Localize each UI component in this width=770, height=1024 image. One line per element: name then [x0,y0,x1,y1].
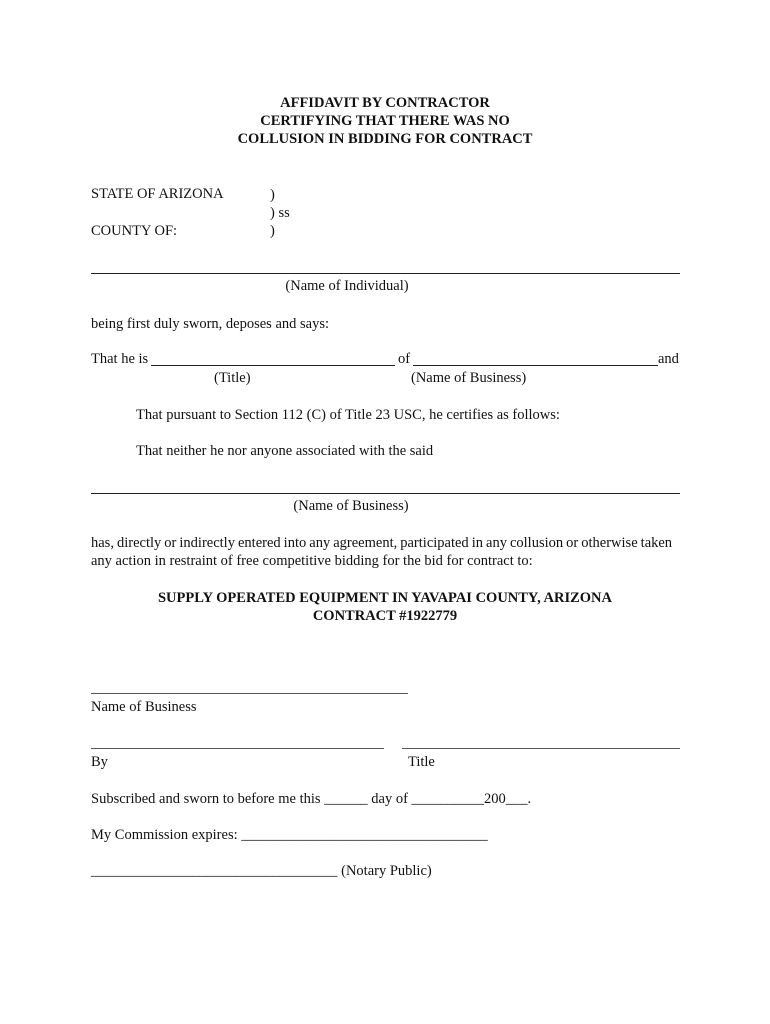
of-label: of [398,351,411,367]
name-of-business-signature-line[interactable] [91,693,408,694]
venue-paren-1: ) [270,187,275,203]
business-caption: (Name of Business) [411,370,527,386]
contract-number: CONTRACT #1922779 [312,608,458,624]
title-label: Title [408,754,435,770]
venue-ss: ) ss [270,205,290,221]
title-line-3: COLLUSION IN BIDDING FOR CONTRACT [237,131,533,147]
state-label: STATE OF ARIZONA [91,186,224,202]
collusion-line-1: has, directly or indirectly entered into any agreement, participated in any collusion or otherwise taken [91,535,673,551]
commission-expires: My Commission expires: __________________________________ [91,827,488,843]
section-statement: That pursuant to Section 112 (C) of Title 23 USC, he certifies as follows: [136,407,560,423]
title-caption: (Title) [214,370,251,386]
business-name-caption: (Name of Business) [293,498,409,514]
business-field-line[interactable] [413,365,658,366]
by-signature-line[interactable] [91,748,384,749]
neither-statement: That neither he nor anyone associated with the said [136,443,434,459]
sworn-statement: being first duly sworn, deposes and says: [91,316,330,332]
title-field-line[interactable] [151,365,395,366]
business-name-line[interactable] [91,493,680,494]
individual-name-caption: (Name of Individual) [285,278,409,294]
venue-paren-3: ) [270,223,275,239]
title-signature-line[interactable] [402,748,680,749]
contract-title: SUPPLY OPERATED EQUIPMENT IN YAVAPAI COUNTY, ARIZONA [157,590,613,606]
name-of-business-label: Name of Business [91,699,197,715]
title-line-2: CERTIFYING THAT THERE WAS NO [260,113,510,129]
by-label: By [91,754,108,770]
title-line-1: AFFIDAVIT BY CONTRACTOR [280,95,490,111]
individual-name-line[interactable] [91,273,680,274]
and-label: and [658,351,679,367]
subscribed-statement: Subscribed and sworn to before me this ______ day of __________200___. [91,791,532,807]
notary-public-line: __________________________________ (Notary Public) [91,863,432,879]
that-he-is-label: That he is [91,351,149,367]
county-label: COUNTY OF: [91,223,178,239]
collusion-line-2: any action in restraint of free competitive bidding for the bid for contract to: [91,553,533,569]
